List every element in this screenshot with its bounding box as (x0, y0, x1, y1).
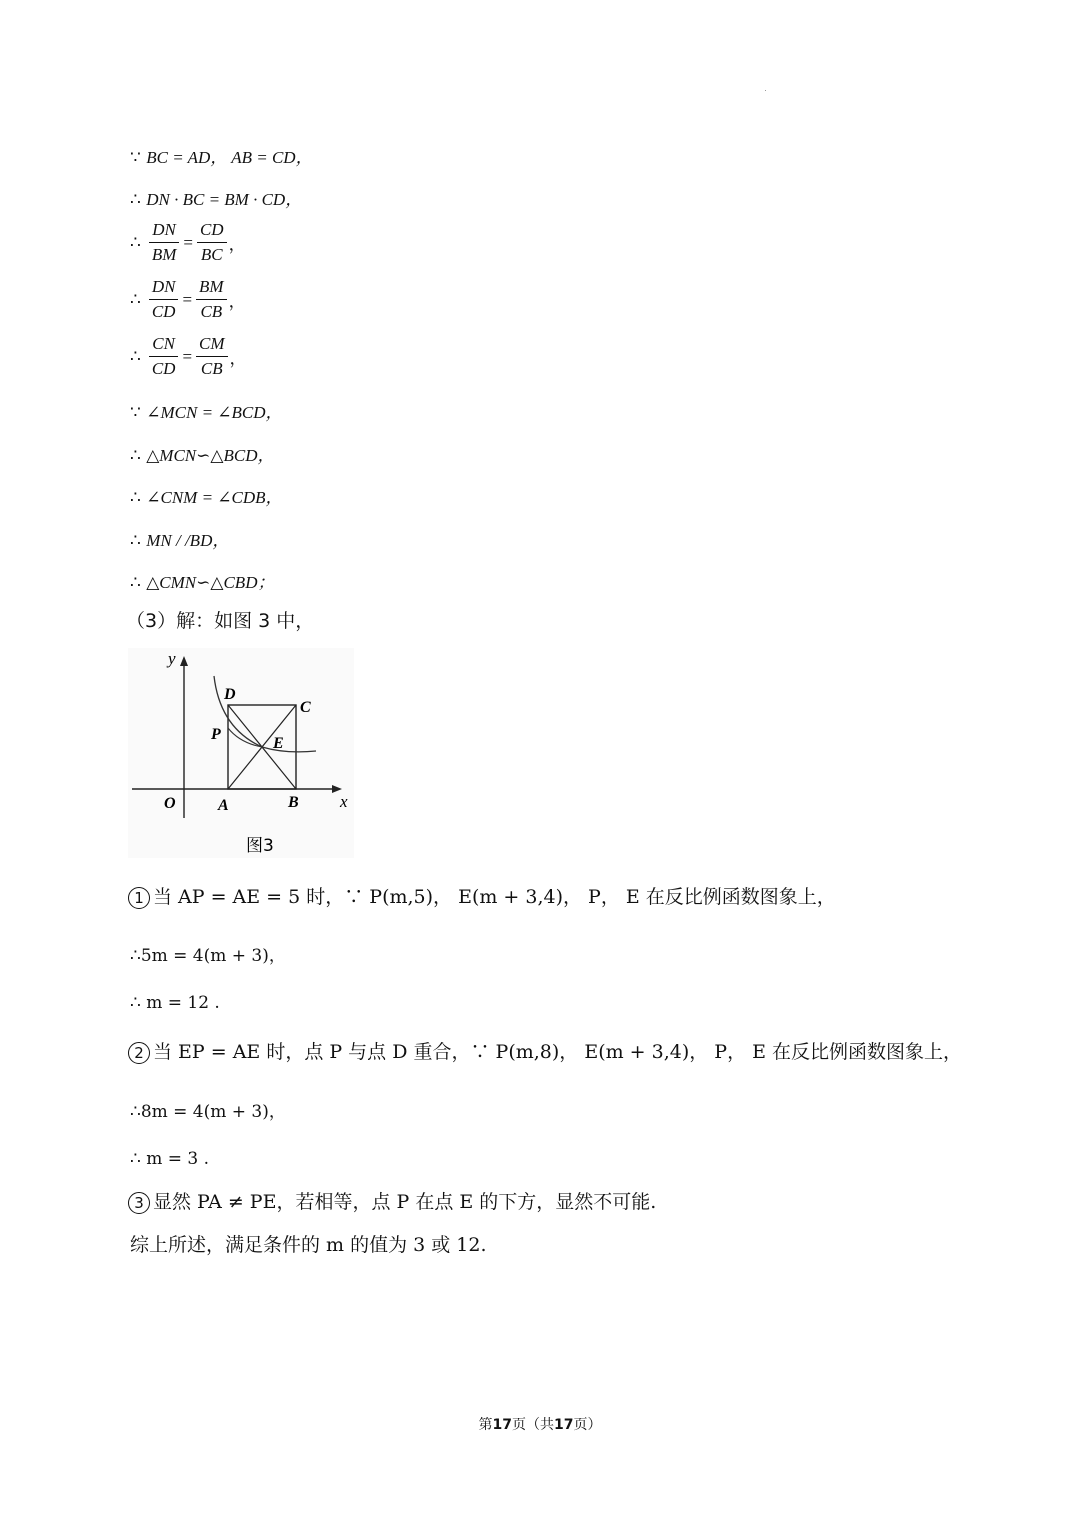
fraction-left (149, 220, 180, 265)
step-similar-1 (130, 441, 274, 466)
therefore-symbol: ∴ (130, 531, 141, 551)
denominator: BM (151, 245, 177, 264)
step-angle-equal-2 (130, 483, 283, 508)
case3-text: 显然 PA ≠ PE，若相等，点 P 在点 E 的下方，显然不可能. (153, 1191, 657, 1213)
page-footer (0, 1414, 1080, 1434)
equals-sign: = (183, 232, 193, 252)
case2-text: 当 EP = AE 时，点 P 与点 D 重合，∵ P(m,8)， E(m + 3,4)， P， E 在反比例函数图象上， (153, 1041, 963, 1063)
fraction-right (197, 220, 227, 265)
step-parallel (130, 526, 229, 551)
label-y: y (168, 649, 176, 668)
numerator: CN (149, 334, 178, 357)
label-o: O (164, 795, 176, 812)
numerator: DN (149, 277, 179, 300)
therefore-symbol: ∴ (130, 190, 141, 210)
label-p: P (211, 726, 221, 743)
therefore-symbol: ∴ (130, 488, 141, 508)
therefore-symbol: ∴ (130, 289, 141, 310)
therefore-symbol: ∴ (130, 446, 141, 466)
stray-dot (765, 90, 766, 91)
step-angle-equal (130, 398, 283, 423)
therefore-symbol: ∴ (130, 573, 141, 593)
therefore-symbol: ∴ (130, 346, 141, 367)
fraction-equation-3 (130, 334, 247, 379)
comma: ， (229, 349, 247, 369)
label-b: B (288, 794, 299, 811)
figure-3 (128, 648, 354, 858)
equals-sign: = (182, 346, 193, 366)
footer-suffix: 页） (573, 1417, 602, 1433)
step-given-equal-sides (130, 143, 313, 168)
page-total: 17 (554, 1417, 574, 1433)
label-e: E (273, 735, 284, 752)
case2-statement (128, 1037, 962, 1064)
fraction-right (196, 334, 228, 379)
comma: ， (228, 292, 246, 312)
numerator: BM (196, 277, 227, 300)
case-marker-3: 3 (128, 1192, 150, 1214)
equals-sign: = (182, 289, 193, 309)
page-number: 17 (492, 1417, 512, 1433)
because-symbol: ∵ (130, 148, 141, 168)
therefore-symbol: ∴ (130, 232, 141, 253)
label-d: D (224, 686, 236, 703)
case1-equation: ∴5m = 4(m + 3)， (130, 946, 286, 966)
denominator: BC (200, 245, 223, 264)
step-product-equal (130, 185, 302, 210)
denominator: CB (200, 359, 223, 378)
y-axis-arrow (180, 656, 188, 666)
part3-heading: （3）解：如图 3 中， (126, 610, 315, 632)
case1-statement (128, 882, 836, 909)
fraction-left (149, 334, 179, 379)
fraction-equation-1 (130, 220, 246, 265)
fraction-left (149, 277, 179, 322)
case2-result: ∴ m = 3 . (130, 1149, 210, 1169)
fraction-equation-2 (130, 277, 246, 322)
numerator: CM (196, 334, 228, 357)
because-symbol: ∵ (130, 403, 141, 423)
fraction-right (196, 277, 227, 322)
conclusion: 综上所述，满足条件的 m 的值为 3 或 12. (130, 1234, 487, 1256)
case3-statement (128, 1187, 656, 1214)
case-marker-1: 1 (128, 887, 150, 909)
denominator: CD (151, 302, 176, 321)
step-text: ∠MCN = ∠BCD， (146, 403, 283, 422)
case-marker-2: 2 (128, 1042, 150, 1064)
step-similar-2 (130, 568, 274, 593)
denominator: CD (151, 359, 176, 378)
step-text: ∠CNM = ∠CDB， (146, 488, 283, 507)
comma: ， (228, 235, 246, 255)
numerator: DN (149, 220, 179, 243)
step-text: △CMN∽△CBD； (146, 573, 275, 592)
step-text: △MCN∽△BCD， (146, 446, 275, 465)
coordinate-diagram (128, 648, 354, 858)
case2-equation: ∴8m = 4(m + 3)， (130, 1102, 286, 1122)
step-text: MN / /BD， (146, 531, 230, 550)
step-text: DN · BC = BM · CD， (146, 190, 303, 209)
step-text: BC = AD， AB = CD， (146, 148, 313, 167)
numerator: CD (197, 220, 227, 243)
footer-mid: 页（共 (512, 1417, 554, 1433)
label-x: x (340, 792, 348, 811)
figure-caption: 图3 (246, 836, 274, 856)
denominator: CB (200, 302, 223, 321)
case1-text: 当 AP = AE = 5 时，∵ P(m,5)， E(m + 3,4)， P， E 在反比例函数图象上， (153, 886, 836, 908)
footer-prefix: 第 (478, 1417, 493, 1433)
label-c: C (300, 699, 311, 716)
case1-result: ∴ m = 12 . (130, 993, 220, 1013)
label-a: A (218, 797, 229, 814)
